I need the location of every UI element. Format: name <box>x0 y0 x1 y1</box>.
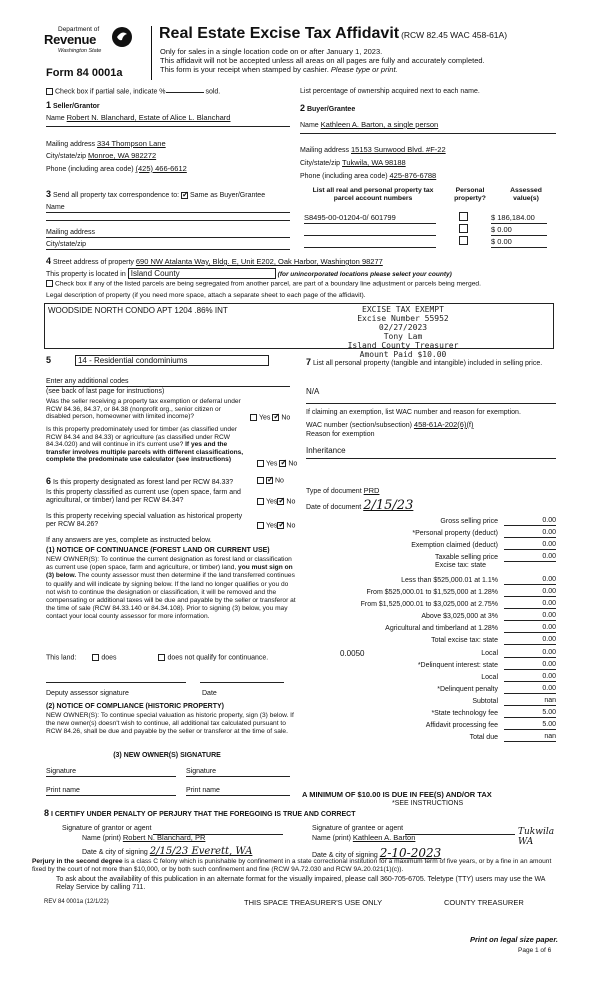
minimum-note: A MINIMUM OF $10.00 IS DUE IN FEE(S) AND/OR TAX <box>302 790 492 799</box>
buyer-phone-row: Phone (including area code) 425-876-6788 <box>300 171 437 180</box>
grantee-sig-row: Signature of grantee or agent <box>312 822 515 835</box>
doc-date-row: Date of document 2/15/23 <box>306 498 414 513</box>
perjury-text: Perjury in the second degree is a class C felony which is punishable by confinement in a state correctional institution for a maximum term of five years, or by a fine in an amount fixed by the court of not more than $10,000, or by both such confinement and fine (RCW 9A.72.030 and RCW 9A.20.021(1)(c)). <box>32 858 552 873</box>
street-row: 4 Street address of property 690 NW Atalanta Way, Bldg. E, Unit E202, Oak Harbor, Washington 98277 <box>46 256 383 266</box>
grantee-date-row: Date & city of signing 2-10-2023 <box>312 846 442 860</box>
owner-sig-2[interactable]: Signature <box>186 768 290 777</box>
owner-print-2[interactable]: Print name <box>186 787 290 796</box>
grantor-date-row: Date & city of signing 2/15/23 Everett, WA <box>82 846 253 857</box>
exemption-question: Was the seller receiving a property tax exemption or deferral under RCW 84.36, 84.37, or 84.38 (nonprofit org., senior citizen or disabled person, homeowner with limited income)? <box>46 398 241 421</box>
calc-value[interactable]: 0.00 <box>504 685 556 694</box>
seller-phone-row: Phone (including area code) (425) 466-6612 <box>46 164 187 173</box>
calc-value[interactable]: nan <box>504 697 556 706</box>
title-text: Real Estate Excise Tax Affidavit <box>159 25 400 42</box>
corr-name-row: Name <box>46 204 290 213</box>
tier-row: Agricultural and timberland at 1.28% 0.00 <box>385 623 556 632</box>
calc-row: Affidavit processing fee 5.00 <box>425 720 556 729</box>
excise-heading: Excise tax: state <box>435 562 486 569</box>
seller-name-row: Name Robert N. Blanchard, Estate of Alice L. Blanchard <box>46 113 231 122</box>
personal-checkbox[interactable] <box>459 224 468 233</box>
parcel-number[interactable]: S8495-00-01204-0/ 601799 <box>304 214 436 224</box>
forest-no-checkbox[interactable] <box>266 477 273 484</box>
ownership-note: List percentage of ownership acquired next to each name. <box>300 88 480 95</box>
tier-value[interactable]: 0.00 <box>504 576 556 585</box>
partial-sale: Check box if partial sale, indicate % sold. <box>46 88 220 96</box>
tier-value[interactable]: 0.00 <box>504 588 556 597</box>
deputy-signature-label: Deputy assessor signature <box>46 690 129 697</box>
dor-logo-icon <box>110 26 134 48</box>
buyer-name-row: Name Kathleen A. Barton, a single person <box>300 120 439 129</box>
dor-logo <box>44 26 144 55</box>
calc-row: Gross selling price 0.00 <box>440 516 556 525</box>
segregated-row: Check box if any of the listed parcels are being segregated from another parcel, are part of a boundary line adjustment or parcels being merged. <box>46 280 481 288</box>
timber-yes-checkbox[interactable] <box>257 460 264 467</box>
form-number: Form 84 0001a <box>46 67 123 79</box>
buyer-name[interactable]: Kathleen A. Barton, a single person <box>320 120 439 129</box>
doc-type-row: Type of document PRD <box>306 486 380 495</box>
seller-city-row: City/state/zip Monroe, WA 982272 <box>46 151 157 160</box>
excise-stamp: EXCISE TAX EXEMPT Excise Number 55952 02/27/2023 Tony Lam Island County Treasurer Amount Paid $10.00 <box>347 305 459 359</box>
legal-label: Legal description of property (if you need more space, attach a separate sheet to each page of the affidavit). <box>46 292 366 299</box>
local-row: 0.0050 Local 0.00 <box>300 645 556 658</box>
tier-value[interactable]: 0.00 <box>504 624 556 633</box>
see-instructions: *SEE INSTRUCTIONS <box>392 800 464 807</box>
calc-value[interactable]: 5.00 <box>504 709 556 718</box>
assessed-value[interactable]: $ 186,184.00 <box>491 214 547 224</box>
current-use-question: Is this property classified as current use (open space, farm and agricultural, or timber) land per RCW 84.34? <box>46 489 241 504</box>
calc-row: *State technology fee 5.00 <box>431 708 556 717</box>
header-line3: This form is your receipt when stamped by cashier. Please type or print. <box>160 65 398 74</box>
tier-row: Less than $525,000.01 at 1.1% 0.00 <box>401 575 556 584</box>
buyer-heading: 2 Buyer/Grantee <box>300 103 356 113</box>
county-select[interactable]: Island County <box>128 268 276 279</box>
tier-value[interactable]: 0.00 <box>504 636 556 645</box>
does-checkbox[interactable] <box>92 654 99 661</box>
certify-heading: 8 I CERTIFY UNDER PENALTY OF PERJURY THAT THE FOREGOING IS TRUE AND CORRECT <box>44 808 356 818</box>
seller-mail-row: Mailing address 334 Thompson Lane <box>46 139 166 148</box>
grantee-name-row: Name (print) Kathleen A. Barton <box>312 833 416 842</box>
grantee-name[interactable]: Kathleen A. Barton <box>352 833 416 842</box>
calc-row: *Personal property (deduct) 0.00 <box>412 528 556 537</box>
grantor-sig-row: Signature of grantor or agent <box>62 822 283 835</box>
assessed-value[interactable]: $ 0.00 <box>491 226 547 236</box>
timber-yesno: Yes ✓ No <box>257 460 297 468</box>
grantor-date[interactable]: 2/15/23 Everett, WA <box>149 846 253 857</box>
local-rate: 0.0050 <box>340 648 365 658</box>
calc-row: Local 0.00 <box>481 672 556 681</box>
personal-col-header: Personal property? <box>454 187 486 202</box>
personal-checkbox[interactable] <box>459 212 468 221</box>
dept-state: Washington State <box>58 48 102 55</box>
parcel-table <box>304 211 554 248</box>
current-use-yes-checkbox[interactable] <box>257 498 264 505</box>
page-number: Page 1 of 6 <box>518 947 552 954</box>
forest-question: 6 Is this property designated as forest land per RCW 84.33? <box>46 476 234 486</box>
calc-row: Exemption claimed (deduct) 0.00 <box>411 540 556 549</box>
doc-type[interactable]: PRD <box>363 486 380 495</box>
seller-city[interactable]: Monroe, WA 982272 <box>88 151 157 160</box>
calc-row: *Delinquent interest: state 0.00 <box>417 660 556 669</box>
personal-checkbox[interactable] <box>459 236 468 245</box>
grantee-city[interactable]: Tukwila WA <box>518 827 555 847</box>
parcel-row <box>304 211 554 224</box>
new-owner-sig-title: (3) NEW OWNER(S) SIGNATURE <box>113 752 221 759</box>
land-use-select[interactable]: 14 - Residential condominiums <box>75 355 269 366</box>
wac-row: WAC number (section/subsection) 458-61A-202(6)(f) <box>306 420 474 429</box>
tier-row: From $1,525,000.01 to $3,025,000 at 2.75% 0.00 <box>360 599 556 608</box>
grantee-signature[interactable] <box>405 822 515 835</box>
owner-print-1[interactable]: Print name <box>46 787 176 796</box>
reason-label: Reason for exemption <box>306 431 375 438</box>
revision: REV 84 0001a (12/1/22) <box>44 899 109 905</box>
buyer-mail-row: Mailing address 15153 Sunwood Blvd. #F-22 <box>300 145 446 154</box>
correspondence-row: 3 Send all property tax correspondence to: ✓ Same as Buyer/Grantee <box>46 189 265 200</box>
answers-note: If any answers are yes, complete as instructed below. <box>46 537 212 544</box>
forest-yes-checkbox[interactable] <box>257 477 264 484</box>
legal-description: WOODSIDE NORTH CONDO APT 1204 .86% INT <box>48 306 228 315</box>
title-rcw: (RCW 82.45 WAC 458-61A) <box>401 30 508 40</box>
buyer-phone[interactable]: 425-876-6788 <box>389 171 437 180</box>
calc-value[interactable]: 0.00 <box>504 517 556 526</box>
corr-city-row: City/state/zip <box>46 241 290 250</box>
parcel-number[interactable] <box>304 227 436 236</box>
grantor-name-row: Name (print) Robert N. Blanchard, PR <box>82 833 206 842</box>
forest-yesno: ✓ No <box>257 477 284 485</box>
parcel-row <box>304 224 554 236</box>
buyer-city[interactable]: Tukwila, WA 98188 <box>342 158 406 167</box>
legal-paper-note: Print on legal size paper. <box>470 935 558 944</box>
calc-value[interactable]: 0.00 <box>504 541 556 550</box>
does-not-checkbox[interactable] <box>158 654 165 661</box>
calc-table <box>300 514 556 742</box>
dept-line1: Department of <box>58 26 100 33</box>
historic-yes-checkbox[interactable] <box>257 522 264 529</box>
codes-label: Enter any additional codes <box>46 378 290 387</box>
dept-line2: Revenue <box>44 32 97 48</box>
notice-compliance-title: (2) NOTICE OF COMPLIANCE (HISTORIC PROPERTY) <box>46 703 224 710</box>
land-use-row: 5 14 - Residential condominiums <box>46 355 269 366</box>
calc-value[interactable]: 0.00 <box>504 553 556 562</box>
corr-mail-row: Mailing address <box>46 229 290 238</box>
exempt-label: If claiming an exemption, list WAC number and reason for exemption. <box>306 409 521 416</box>
calc-value[interactable]: 0.00 <box>504 673 556 682</box>
deputy-date-label: Date <box>202 690 217 697</box>
personal-property-label: 7 List all personal property (tangible and intangible) included in selling price. <box>306 357 543 367</box>
buyer-city-row: City/state/zip Tukwila, WA 98188 <box>300 158 406 167</box>
personal-property-value[interactable]: N/A <box>306 387 320 396</box>
segregated-checkbox[interactable] <box>46 280 53 287</box>
tier-value[interactable]: 0.00 <box>504 600 556 609</box>
historic-question: Is this property receiving special valuation as historical property per RCW 84.26? <box>46 513 243 528</box>
doc-date[interactable]: 2/15/23 <box>363 498 414 513</box>
current-use-yesno: Yes✓ No <box>257 498 295 506</box>
notice-continuance-text: NEW OWNER(S): To continue the current designation as forest land or classification as current use (open space, farm and agriculture, or timber) land, you must sign on (3) below. The county assessor must then determine if the land transferred continues to qualify and will indicate by signing below. If the land no longer qualifies or you do not wish to continue the designation or classification, it will be removed and the compensating or additional taxes will be due and payable by the seller or transferor at the time of sale (RCW 84.33.140 or 84.34.108). Prior to signing (3) below, you may contact your local county assessor for more information. <box>46 556 296 621</box>
header-divider <box>151 26 152 80</box>
header-notes <box>160 47 485 74</box>
timber-no-checkbox[interactable] <box>279 460 286 467</box>
historic-yesno: Yes✓ No <box>257 522 295 530</box>
calc-value[interactable]: nan <box>504 733 556 742</box>
seller-mail[interactable]: 334 Thompson Lane <box>96 139 166 148</box>
reason-value[interactable]: Inheritance <box>306 446 346 455</box>
grantor-name[interactable]: Robert N. Blanchard, PR <box>122 833 206 842</box>
treasurer-use: THIS SPACE TREASURER'S USE ONLY <box>244 898 383 907</box>
assessed-col-header: Assessed value(s) <box>510 187 542 202</box>
header-line1: Only for sales in a single location code on or after January 1, 2023. <box>160 47 383 56</box>
calc-row: Taxable selling price 0.00 <box>434 552 556 561</box>
timber-question: Is this property predominately used for timber (as classified under RCW 84.34 and 84.33) or agriculture (as classified under RCW 84.34.020) and will continue in it's current use? If yes and the transfer involves multiple parcels with different classifications, complete the predominate use calculator (see instructions) <box>46 426 244 464</box>
street-address[interactable]: 690 NW Atalanta Way, Bldg. E, Unit E202, Oak Harbor, Washington 98277 <box>135 257 383 266</box>
calc-row: Total due nan <box>469 732 556 741</box>
county-treasurer: COUNTY TREASURER <box>444 898 524 907</box>
seller-phone[interactable]: (425) 466-6612 <box>135 164 187 173</box>
calc-row: Subtotal nan <box>472 696 556 705</box>
parcel-col-header: List all real and personal property tax parcel account numbers <box>312 187 434 202</box>
exemption-no-checkbox[interactable] <box>272 414 279 421</box>
owner-sig-1[interactable]: Signature <box>46 768 176 777</box>
notice-continuance-title: (1) NOTICE OF CONTINUANCE (FOREST LAND OR CURRENT USE) <box>46 547 270 554</box>
tier-row: Total excise tax: state 0.00 <box>431 635 556 644</box>
parcel-number[interactable] <box>304 239 436 248</box>
page-title <box>159 25 507 43</box>
tier-row: Above $3,025,000 at 3% 0.00 <box>421 611 556 620</box>
calc-value[interactable]: 5.00 <box>504 721 556 730</box>
calc-row: *Delinquent penalty 0.00 <box>437 684 556 693</box>
seller-heading: 1 Seller/Grantor <box>46 100 100 110</box>
notice-compliance-text: NEW OWNER(S): To continue special valuation as historic property, sign (3) below. If the new owner(s) doesn't wish to continue, all additional tax calculated pursuant to RCW 84.26, shall be due and payable by the seller or transferor at the time of sale. <box>46 712 294 736</box>
tier-value[interactable]: 0.00 <box>504 612 556 621</box>
this-land-row: This land: does does not qualify for continuance. <box>46 654 269 662</box>
wac-number[interactable]: 458-61A-202(6)(f) <box>413 420 474 429</box>
calc-value[interactable]: 0.00 <box>504 529 556 538</box>
header-line2: This affidavit will not be accepted unless all areas on all pages are fully and accurately completed. <box>160 56 485 65</box>
same-as-buyer-checkbox[interactable] <box>181 192 188 199</box>
assessed-value[interactable]: $ 0.00 <box>491 238 547 248</box>
grantee-date[interactable]: 2-10-2023 <box>379 846 442 860</box>
local-value[interactable]: 0.00 <box>504 649 556 658</box>
exemption-yesno: Yes ✓ No <box>250 414 290 422</box>
exemption-yes-checkbox[interactable] <box>250 414 257 421</box>
alt-format-text: To ask about the availability of this publication in an alternate format for the visually impaired, please call 360-705-6705. Teletype (TTY) users may use the WA Relay Service by calling 711. <box>56 876 546 891</box>
county-row: This property is located in Island County (for unincorporated locations please select your county) <box>46 269 452 278</box>
partial-sale-checkbox[interactable] <box>46 88 53 95</box>
buyer-mail[interactable]: 15153 Sunwood Blvd. #F-22 <box>350 145 446 154</box>
seller-name[interactable]: Robert N. Blanchard, Estate of Alice L. Blanchard <box>66 113 231 122</box>
tier-row: From $525,000.01 to $1,525,000 at 1.28% 0.00 <box>366 587 556 596</box>
codes-note: (see back of last page for instructions) <box>46 388 165 395</box>
parcel-row <box>304 236 554 248</box>
current-use-no-checkbox[interactable] <box>277 498 284 505</box>
historic-no-checkbox[interactable] <box>277 522 284 529</box>
calc-value[interactable]: 0.00 <box>504 661 556 670</box>
